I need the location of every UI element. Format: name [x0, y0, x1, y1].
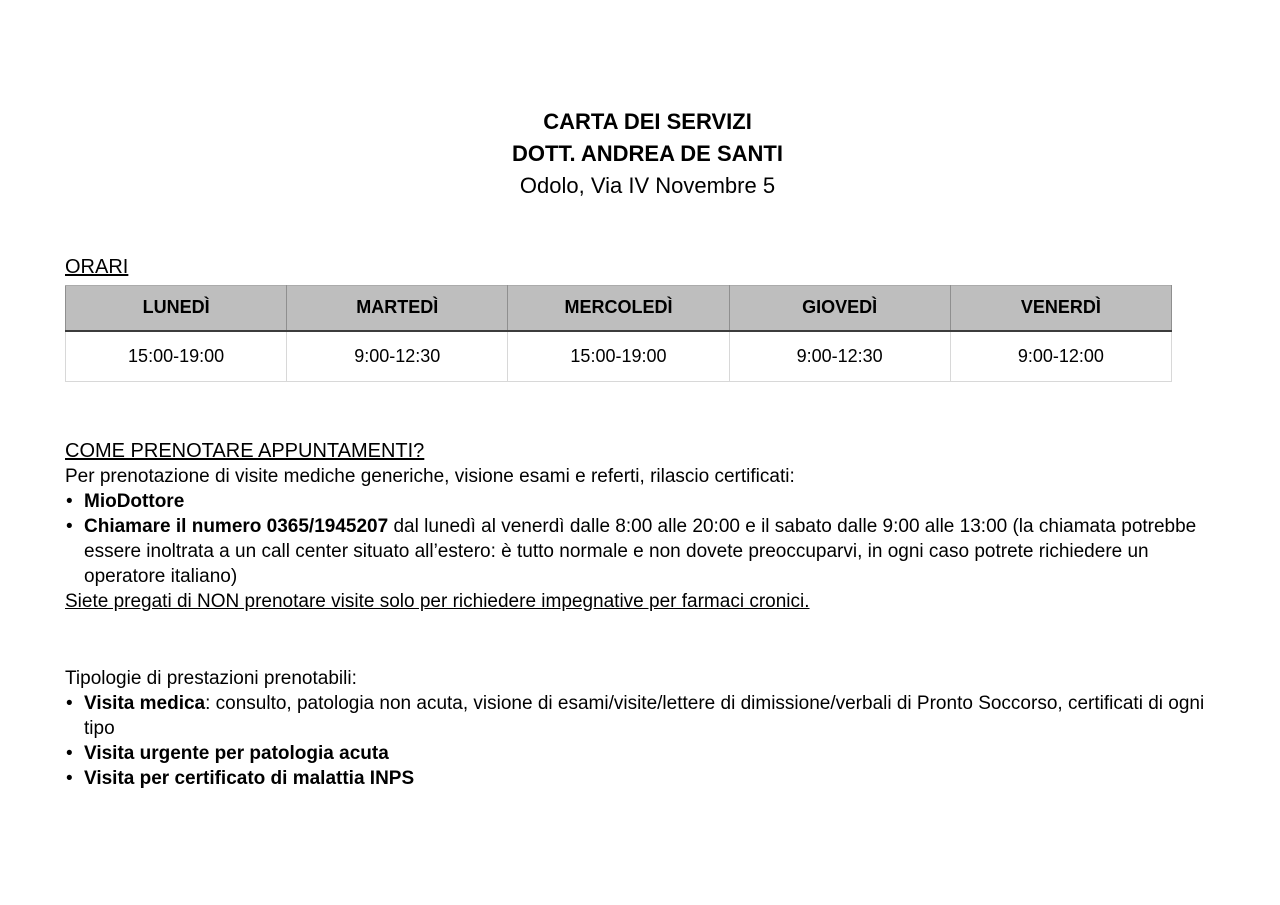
- booking-bullet-list: [65, 489, 1230, 589]
- booking-option-miodottore: MioDottore: [84, 491, 185, 512]
- document-title-block: [65, 0, 1230, 202]
- schedule-table-header: [66, 286, 1172, 331]
- orari-section-heading: ORARI: [65, 256, 129, 278]
- document-address-line: Odolo, Via IV Novembre 5: [519, 173, 776, 198]
- booking-warning-text: Siete pregati di NON prenotare visite solo per richiedere impegnative per farmaci cronici.: [65, 591, 810, 612]
- hours-thursday: 9:00-12:30: [729, 331, 950, 382]
- list-item: [65, 741, 1230, 766]
- document-title-line2: DOTT. ANDREA DE SANTI: [512, 141, 783, 166]
- schedule-table: [65, 285, 1172, 382]
- booking-option-phone-number: Chiamare il numero 0365/1945207: [84, 516, 389, 537]
- booking-option-phone-details: dal lunedì al venerdì dalle 8:00 alle 20:00 e il sabato dalle 9:00 alle 13:00 (la chiamata potrebbe essere inoltrata a un call center situato all’estero: è tutto normale e non dovete preoccuparvi, in ogni caso potrete richiedere un operatore italiano): [84, 516, 1197, 587]
- service-visita-medica-details: : consulto, patologia non acuta, visione di esami/visite/lettere di dimissione/verbali di Pronto Soccorso, certificati di ogni tipo: [84, 693, 1205, 739]
- list-item: [65, 489, 1230, 514]
- services-section: [65, 666, 1230, 791]
- schedule-table-body: [66, 331, 1172, 382]
- service-visita-medica-label: Visita medica: [84, 693, 206, 714]
- document-title-line1: CARTA DEI SERVIZI: [543, 109, 752, 134]
- services-bullet-list: [65, 691, 1230, 791]
- list-item: [65, 691, 1230, 741]
- hours-wednesday: 15:00-19:00: [508, 331, 729, 382]
- service-visita-urgente-label: Visita urgente per patologia acuta: [84, 743, 389, 764]
- column-header-monday: LUNEDÌ: [66, 286, 287, 331]
- service-certificato-inps-label: Visita per certificato di malattia INPS: [84, 768, 415, 789]
- booking-section-heading: COME PRENOTARE APPUNTAMENTI?: [65, 440, 425, 462]
- hours-tuesday: 9:00-12:30: [287, 331, 508, 382]
- table-row: [66, 331, 1172, 382]
- column-header-tuesday: MARTEDÌ: [287, 286, 508, 331]
- column-header-thursday: GIOVEDÌ: [729, 286, 950, 331]
- column-header-friday: VENERDÌ: [950, 286, 1171, 331]
- table-header-row: [66, 286, 1172, 331]
- list-item: [65, 766, 1230, 791]
- hours-friday: 9:00-12:00: [950, 331, 1171, 382]
- services-intro-paragraph: Tipologie di prestazioni prenotabili:: [65, 668, 357, 689]
- column-header-wednesday: MERCOLEDÌ: [508, 286, 729, 331]
- list-item: [65, 514, 1230, 589]
- booking-section: [65, 438, 1230, 614]
- booking-intro-paragraph: Per prenotazione di visite mediche generiche, visione esami e referti, rilascio certificati:: [65, 466, 795, 487]
- hours-monday: 15:00-19:00: [66, 331, 287, 382]
